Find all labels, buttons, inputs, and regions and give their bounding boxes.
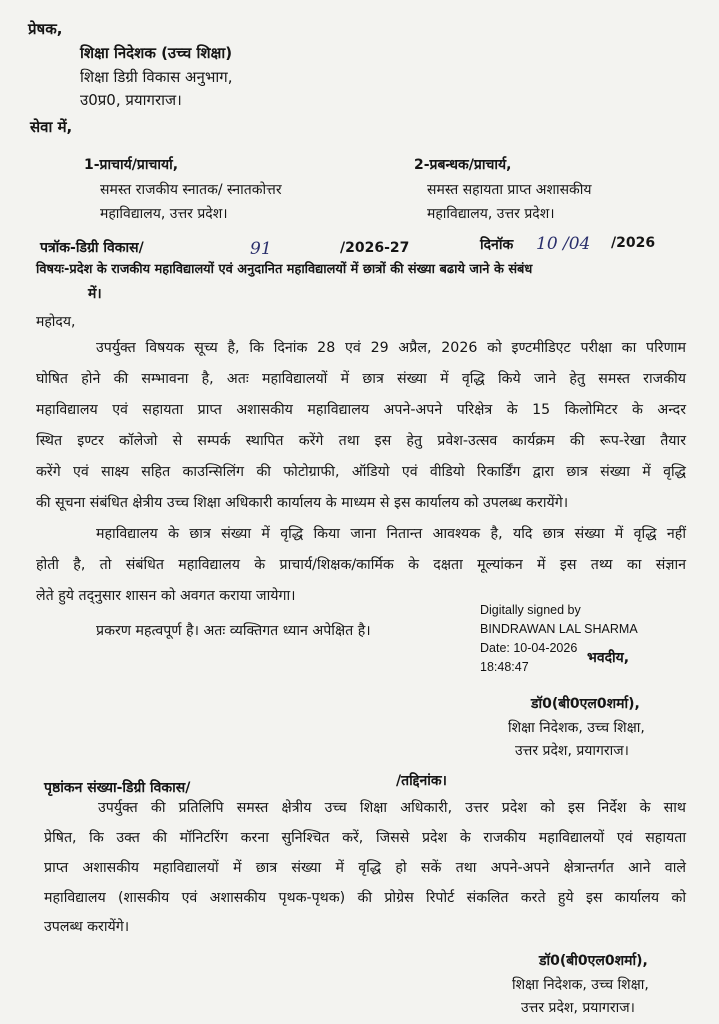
subject-line-1: विषयः-प्रदेश के राजकीय महाविद्यालयों एवं अनुदानित महाविद्यालयों में छात्रों की संख्या बढाये जाने के संबंध [36,262,533,277]
recipient-2-line3: महाविद्यालय, उत्तर प्रदेश। [427,206,555,222]
recipient-2-title: 2-प्रबन्धक/प्राचार्य, [414,157,512,173]
paragraph-2-line: होती है, तो संबंधित महाविद्यालय के प्राचार्य/शिक्षक/कार्मिक के दक्षता मूल्यांकन में इस तथ्य का संज्ञान [36,557,686,573]
endorsement-line: उपर्युक्त की प्रतिलिपि समस्त क्षेत्रीय उच्च शिक्षा अधिकारी, उत्तर प्रदेश को इस निर्देश के साथ [98,800,686,816]
date-label: दिनॉक [480,237,514,253]
paragraph-3: प्रकरण महत्वपूर्ण है। अतः व्यक्तिगत ध्यान अपेक्षित है। [96,623,371,639]
digital-signature-date: Date: 10-04-2026 [480,641,578,655]
date-month-handwritten: /04 [563,234,591,254]
endorsement-suffix: /तद्दिनांक। [396,773,447,789]
sender-place: उ0प्र0, प्रयागराज। [80,91,182,109]
paragraph-2-line: महाविद्यालय के छात्र संख्या में वृद्धि किया जाना नितान्त आवश्यक है, यदि छात्र संख्या में वृद्धि नहीं [96,526,686,542]
reference-year: /2026-27 [340,240,410,256]
sender-department: शिक्षा डिग्री विकास अनुभाग, [80,68,233,86]
signatory-2-name: डॉ0(बी0एल0शर्मा), [539,953,648,969]
digital-signature-name: BINDRAWAN LAL SHARMA [480,622,638,636]
recipient-1-title: 1-प्राचार्य/प्राचार्या, [84,157,179,173]
to-label: सेवा में, [30,118,73,136]
recipient-1-line2: समस्त राजकीय स्नातक/ स्नातकोत्तर [100,182,282,198]
digital-signature-line-1: Digitally signed by [480,603,581,617]
paragraph-1-line: स्थित इण्टर कॉलेजो से सम्पर्क स्थापित करेंगे तथा इस हेतु प्रवेश-उत्सव कार्यक्रम की रूप-रेखा तैयार [36,433,686,449]
endorsement-line: उपलब्ध करायेंगे। [44,919,130,935]
reference-number-handwritten: 91 [250,239,272,259]
closing: भवदीय, [587,650,630,666]
sender-label: प्रेषक, [28,20,63,38]
paragraph-1-line: उपर्युक्त विषयक सूच्य है, कि दिनांक 28 एवं 29 अप्रैल, 2026 को इण्टमीडिएट परीक्षा का परिणाम [96,340,686,356]
signatory-1-name: डॉ0(बी0एल0शर्मा), [531,696,640,712]
signatory-2-place: उत्तर प्रदेश, प्रयागराज। [521,1000,635,1016]
date-day-handwritten: 10 [536,234,558,254]
endorsement-line: प्रेषित, कि उक्त की मॉनिटरिंग करना सुनिश्चित करें, जिससे प्रदेश के राजकीय महाविद्यालयों एवं सहायता [44,830,686,846]
endorsement-prefix: पृष्ठांकन संख्या-डिग्री विकास/ [44,780,191,796]
salutation: महोदय, [36,314,76,330]
paragraph-2-line: लेते हुये तद्नुसार शासन को अवगत कराया जायेगा। [36,588,296,604]
paragraph-1-line: की सूचना संबंधित क्षेत्रीय उच्च शिक्षा अधिकारी कार्यालय के माध्यम से इस कार्यालय को उपलब्ध करायेंगे। [36,495,569,511]
signatory-1-place: उत्तर प्रदेश, प्रयागराज। [515,743,629,759]
signatory-2-title: शिक्षा निदेशक, उच्च शिक्षा, [512,977,649,993]
reference-prefix: पत्रॉक-डिग्री विकास/ [40,240,144,256]
paragraph-1-line: घोषित होने की सम्भावना है, अतः महाविद्यालयों में छात्र संख्या में वृद्धि किये जाने हेतु समस्त राजकीय [36,371,686,387]
paragraph-1-line: महाविद्यालय एवं सहायता प्राप्त अशासकीय महाविद्यालय अपने-अपने परिक्षेत्र के 15 किलोमिटर के अन्दर [36,402,686,418]
date-year: /2026 [611,235,656,251]
recipient-2-line2: समस्त सहायता प्राप्त अशासकीय [427,182,592,198]
recipient-1-line3: महाविद्यालय, उत्तर प्रदेश। [100,206,228,222]
endorsement-line: महाविद्यालय (शासकीय एवं अशासकीय पृथक-पृथक) की प्रोग्रेस रिपोर्ट संकलित करते हुये इस कार्यालय को [44,890,686,906]
paragraph-1-line: करेंगे एवं साक्ष्य सहित काउन्सिलिंग की फोटोग्राफी, ऑडियो एवं वीडियो रिकार्डिंग द्वारा छात्र संख्या में वृद्धि [36,464,686,480]
digital-signature-time: 18:48:47 [480,660,529,674]
endorsement-line: प्राप्त अशासकीय महाविद्यालयों में छात्र संख्या में वृद्धि हो सकें तथा अपने-अपने क्षेत्रान्तर्गत आने वाले [44,860,686,876]
sender-title: शिक्षा निदेशक (उच्च शिक्षा) [80,44,233,62]
signatory-1-title: शिक्षा निदेशक, उच्च शिक्षा, [508,720,645,736]
subject-line-2: में। [88,286,102,302]
